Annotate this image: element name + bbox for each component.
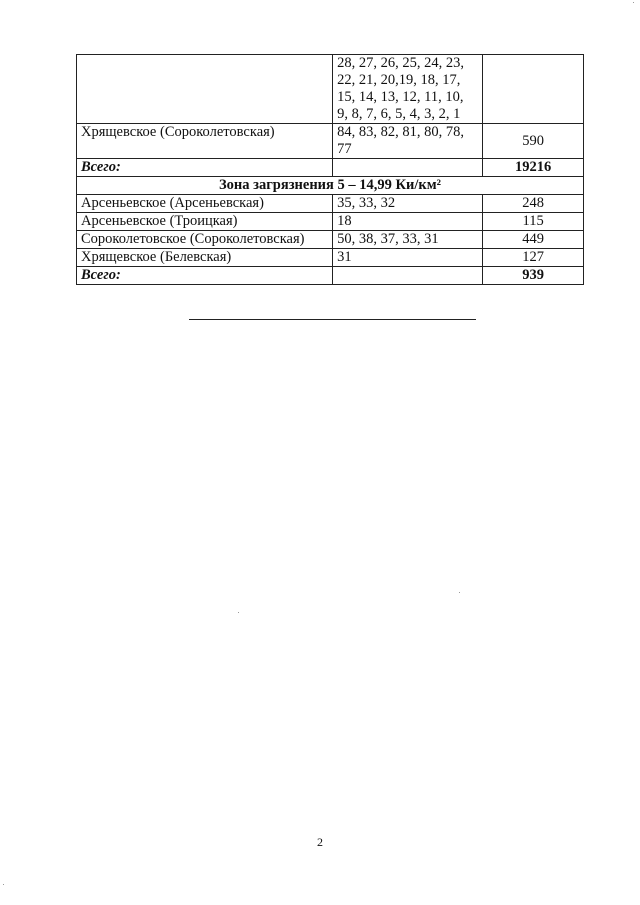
empty-cell: [333, 267, 483, 285]
zone-title: Зона загрязнения 5 – 14,99 Ки/км²: [77, 177, 584, 195]
empty-cell: [333, 159, 483, 177]
total-label: Всего:: [77, 159, 333, 177]
total-row: [77, 267, 584, 285]
settlement-name-cell: Сороколетовское (Сороколетовская): [77, 231, 333, 249]
plot-numbers-cell: 35, 33, 32: [333, 195, 483, 213]
settlement-name-cell: Хрящевское (Сороколетовская): [77, 124, 333, 159]
total-value: 19216: [483, 159, 584, 177]
settlement-name-cell: Хрящевское (Белевская): [77, 249, 333, 267]
total-row: [77, 159, 584, 177]
scan-speck: [633, 2, 634, 3]
total-value: 939: [483, 267, 584, 285]
separator-line: [189, 319, 476, 320]
plot-numbers-line: 22, 21, 20,19, 18, 17,: [337, 72, 461, 88]
plot-numbers-line: 28, 27, 26, 25, 24, 23,: [337, 55, 464, 71]
plot-numbers-line: 9, 8, 7, 6, 5, 4, 3, 2, 1: [337, 106, 461, 122]
plot-numbers-line: 15, 14, 13, 12, 11, 10,: [337, 89, 464, 105]
plot-numbers-cell: 31: [333, 249, 483, 267]
area-cell: 248: [483, 195, 584, 213]
settlement-name-cell: Арсеньевское (Троицкая): [77, 213, 333, 231]
plot-numbers-line: 84, 83, 82, 81, 80, 78,: [337, 124, 464, 140]
zone-header-row: [77, 177, 584, 195]
plot-numbers-cell: 50, 38, 37, 33, 31: [333, 231, 483, 249]
page-number: 2: [317, 835, 323, 849]
table-row: [77, 213, 584, 231]
table-row: [77, 124, 584, 159]
scan-speck: [238, 612, 239, 613]
area-cell: 115: [483, 213, 584, 231]
plot-numbers-cell: 18: [333, 213, 483, 231]
plot-numbers-cell: [333, 124, 483, 159]
area-cell: [483, 55, 584, 124]
scan-speck: [3, 884, 4, 885]
settlement-name-cell: [77, 55, 333, 124]
area-cell: 449: [483, 231, 584, 249]
settlement-name-cell: Арсеньевское (Арсеньевская): [77, 195, 333, 213]
plot-numbers-cell: [333, 55, 483, 124]
land-plots-table: [76, 54, 584, 285]
plot-numbers-line: 77: [337, 141, 352, 157]
table-row: [77, 231, 584, 249]
table-row: [77, 55, 584, 124]
total-label: Всего:: [77, 267, 333, 285]
area-cell: 590: [483, 124, 584, 159]
table-row: [77, 249, 584, 267]
area-cell: 127: [483, 249, 584, 267]
table-row: [77, 195, 584, 213]
scan-speck: [459, 592, 460, 593]
